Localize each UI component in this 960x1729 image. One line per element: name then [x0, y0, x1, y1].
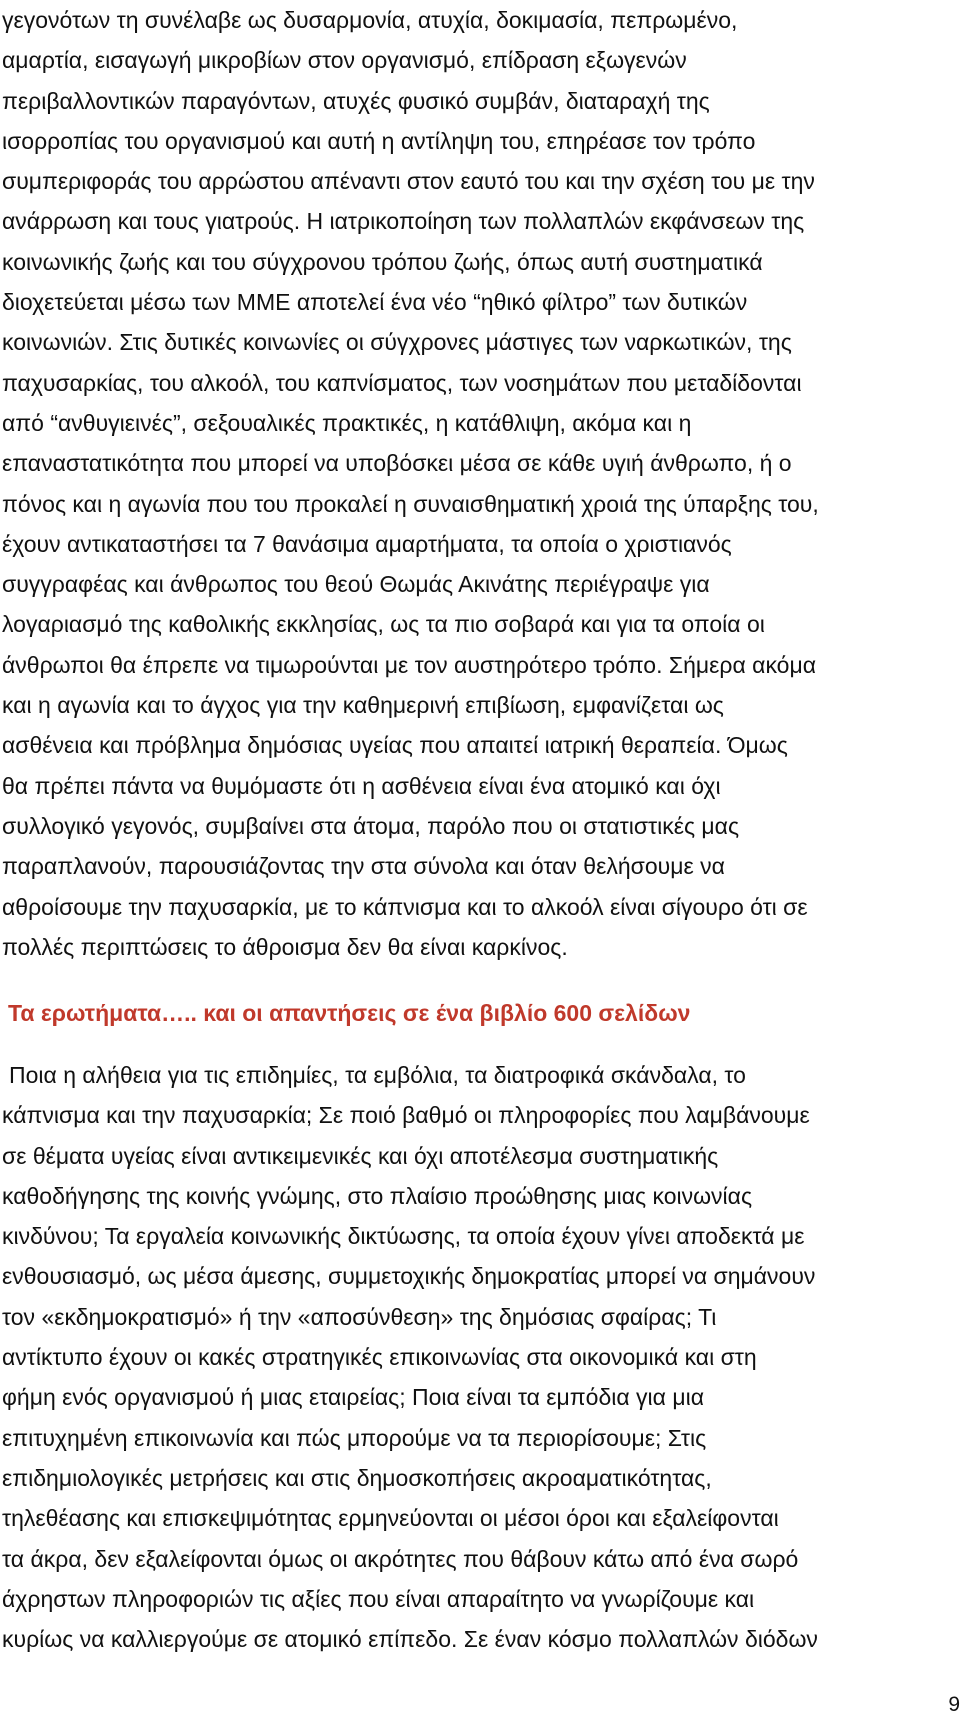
text-line: Ποια η αλήθεια για τις επιδημίες, τα εμβόλια, τα διατροφικά σκάνδαλα, το	[9, 1062, 746, 1088]
body-paragraph-1	[2, 0, 954, 967]
text-line: κοινωνικής ζωής και του σύγχρονου τρόπου ζωής, όπως αυτή συστηματικά	[2, 248, 763, 275]
text-line: ενθουσιασμό, ως μέσα άμεσης, συμμετοχικής δημοκρατίας μπορεί να σημάνουν	[2, 1263, 816, 1290]
text-line: λογαριασμό της καθολικής εκκλησίας, ως τα πιο σοβαρά και για τα οποία οι	[2, 611, 765, 638]
text-line: φήμη ενός οργανισμού ή μιας εταιρείας; Ποια είναι τα εμπόδια για μια	[2, 1384, 705, 1411]
text-line: περιβαλλοντικών παραγόντων, ατυχές φυσικό συμβάν, διαταραχή της	[2, 87, 710, 114]
text-line: κάπνισμα και την παχυσαρκία; Σε ποιό βαθμό οι πληροφορίες που λαμβάνουμε	[2, 1102, 810, 1129]
text-line: άχρηστων πληροφοριών τις αξίες που είναι απαραίτητο να γνωρίζουμε και	[2, 1585, 755, 1612]
text-line: επιδημιολογικές μετρήσεις και στις δημοσκοπήσεις ακροαματικότητας,	[2, 1464, 712, 1491]
text-line: από “ανθυγιεινές”, σεξουαλικές πρακτικές, η κατάθλιψη, ακόμα και η	[2, 409, 692, 436]
text-line: ασθένεια και πρόβλημα δημόσιας υγείας που απαιτεί ιατρική θεραπεία. Όμως	[2, 732, 788, 759]
text-line: επαναστατικότητα που μπορεί να υποβόσκει μέσα σε κάθε υγιή άνθρωπο, ή ο	[2, 450, 792, 477]
text-line: κυρίως να καλλιεργούμε σε ατομικό επίπεδο. Σε έναν κόσμο πολλαπλών διόδων	[2, 1626, 818, 1653]
text-line: αθροίσουμε την παχυσαρκία, με το κάπνισμα και το αλκοόλ είναι σίγουρο ότι σε	[2, 893, 808, 920]
section-heading: Τα ερωτήματα….. και οι απαντήσεις σε ένα βιβλίο 600 σελίδων	[8, 1000, 691, 1026]
text-line: επιτυχημένη επικοινωνία και πώς μπορούμε να τα περιορίσουμε; Στις	[2, 1424, 707, 1451]
text-line: διοχετεύεται μέσω των ΜΜΕ αποτελεί ένα νέο “ηθικό φίλτρο” των δυτικών	[2, 289, 748, 316]
text-line: παραπλανούν, παρουσιάζοντας την στα σύνολα και όταν θελήσουμε να	[2, 853, 725, 880]
text-line: ισορροπίας του οργανισμού και αυτή η αντίληψη του, επηρέασε τον τρόπο	[2, 127, 756, 154]
text-line: και η αγωνία και το άγχος για την καθημερινή επιβίωση, εμφανίζεται ως	[2, 692, 724, 719]
text-line: τηλεθέασης και επισκεψιμότητας ερμηνεύονται οι μέσοι όροι και εξαλείφονται	[2, 1505, 779, 1532]
text-line: καθοδήγησης της κοινής γνώμης, στο πλαίσιο προώθησης μιας κοινωνίας	[2, 1182, 753, 1209]
page-number: 9	[948, 1693, 960, 1716]
text-line: άνθρωποι θα έπρεπε να τιμωρούνται με τον αυστηρότερο τρόπο. Σήμερα ακόμα	[2, 651, 817, 678]
text-line: σε θέματα υγείας είναι αντικειμενικές και όχι αποτέλεσμα συστηματικής	[2, 1142, 719, 1169]
text-line: συλλογικό γεγονός, συμβαίνει στα άτομα, παρόλο που οι στατιστικές μας	[2, 812, 740, 839]
text-line: έχουν αντικαταστήσει τα 7 θανάσιμα αμαρτήματα, τα οποία ο χριστιανός	[2, 530, 732, 557]
text-line: παχυσαρκίας, του αλκοόλ, του καπνίσματος, των νοσημάτων που μεταδίδονται	[2, 369, 802, 396]
text-line: γεγονότων τη συνέλαβε ως δυσαρμονία, ατυχία, δοκιμασία, πεπρωμένο,	[2, 7, 738, 33]
text-line: τα άκρα, δεν εξαλείφονται όμως οι ακρότητες που θάβουν κάτω από ένα σωρό	[2, 1545, 799, 1572]
text-line: συμπεριφοράς του αρρώστου απέναντι στον εαυτό του και την σχέση του με την	[2, 168, 815, 195]
text-line: πόνος και η αγωνία που του προκαλεί η συναισθηματική χροιά της ύπαρξης του,	[2, 490, 819, 517]
text-line: αμαρτία, εισαγωγή μικροβίων στον οργανισμό, επίδραση εξωγενών	[2, 47, 687, 74]
text-line: κοινωνιών. Στις δυτικές κοινωνίες οι σύγχρονες μάστιγες των ναρκωτικών, της	[2, 329, 792, 356]
text-line: θα πρέπει πάντα να θυμόμαστε ότι η ασθένεια είναι ένα ατομικό και όχι	[2, 772, 721, 799]
text-line: πολλές περιπτώσεις το άθροισμα δεν θα είναι καρκίνος.	[2, 933, 568, 960]
text-line: τον «εκδημοκρατισμό» ή την «αποσύνθεση» της δημόσιας σφαίρας; Τι	[2, 1303, 717, 1330]
text-line: αντίκτυπο έχουν οι κακές στρατηγικές επικοινωνίας στα οικονομικά και στη	[2, 1344, 757, 1371]
text-line: ανάρρωση και τους γιατρούς. Η ιατρικοποίηση των πολλαπλών εκφάνσεων της	[2, 208, 805, 235]
text-line: συγγραφέας και άνθρωπος του θεού Θωμάς Ακινάτης περιέγραψε για	[2, 571, 710, 598]
body-paragraph-2	[2, 1055, 954, 1659]
text-line: κινδύνου; Τα εργαλεία κοινωνικής δικτύωσης, τα οποία έχουν γίνει αποδεκτά με	[2, 1223, 805, 1250]
